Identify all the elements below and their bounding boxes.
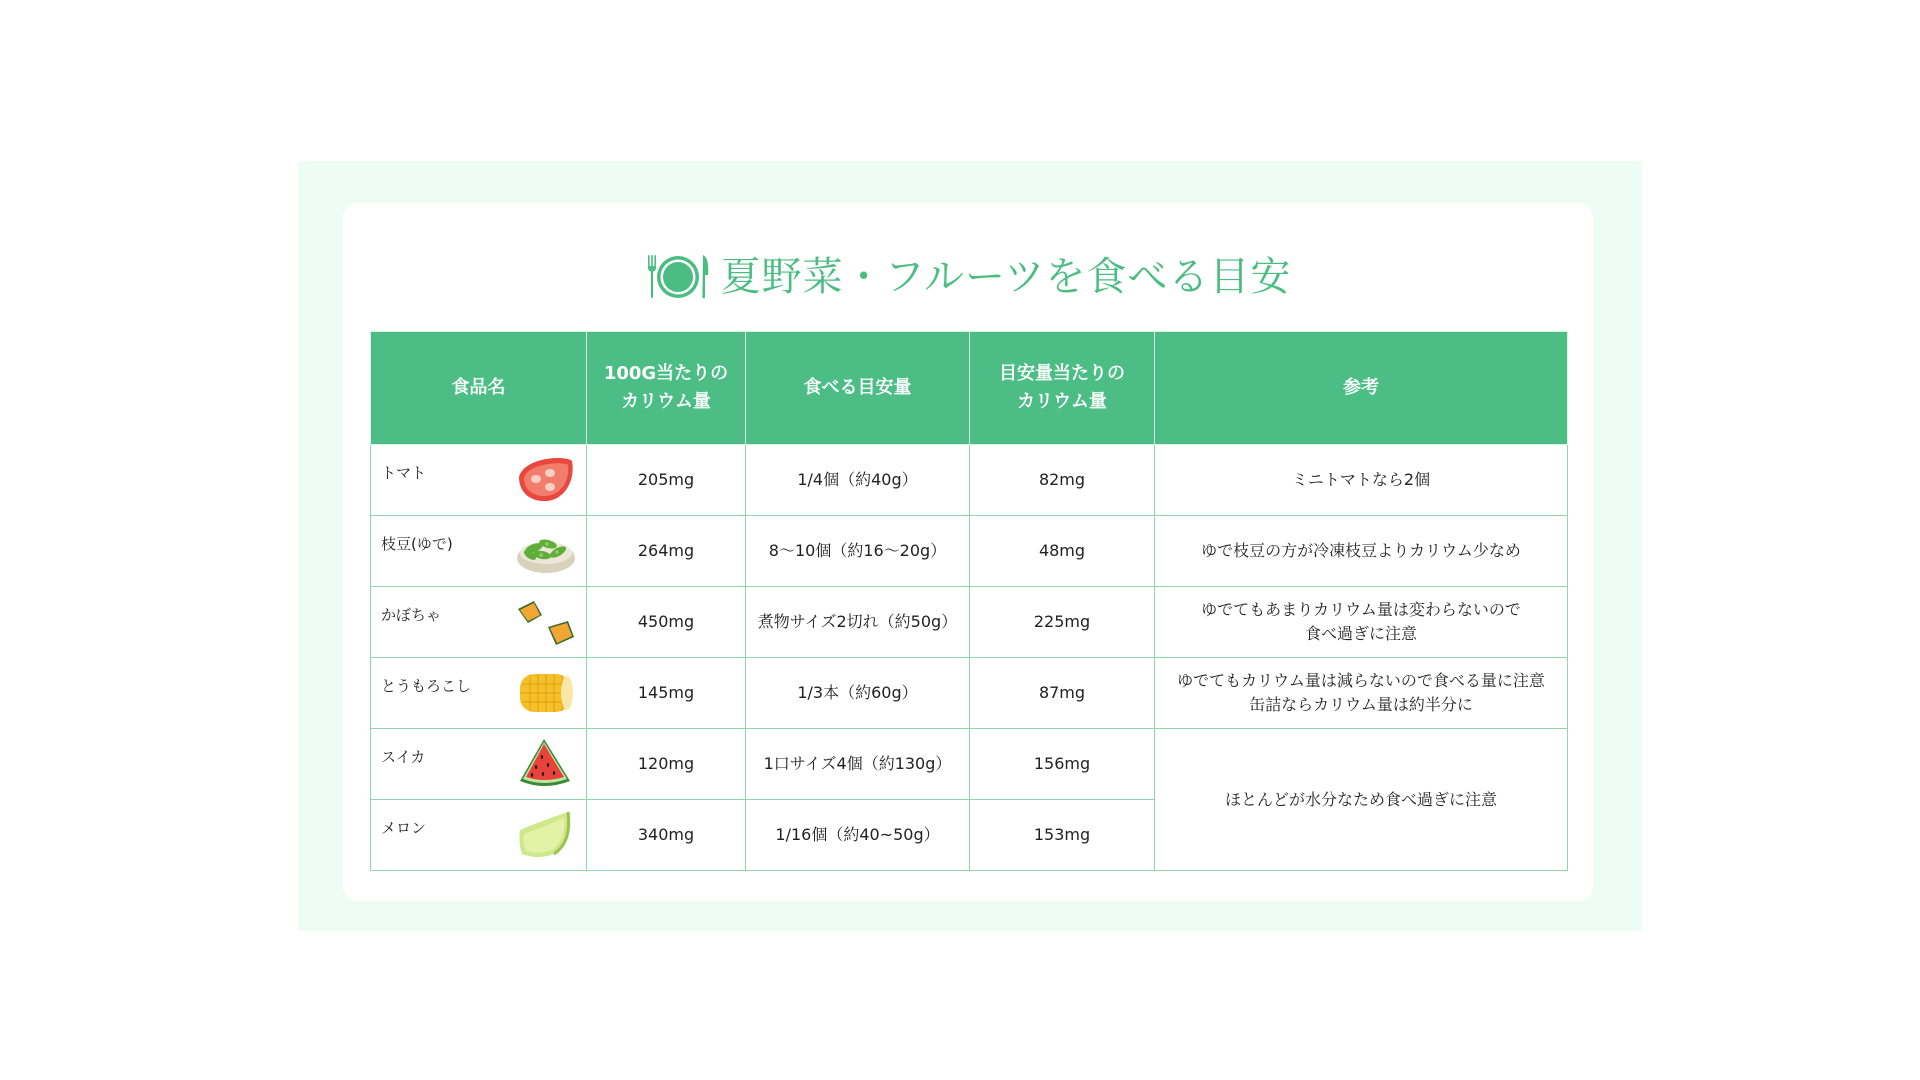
per-100g-cell: 145mg [587, 658, 746, 729]
plate-with-fork-and-knife-icon [645, 253, 711, 301]
per-amount-cell: 153mg [970, 800, 1155, 871]
table-row [371, 658, 1568, 729]
note-cell: ゆでてもあまりカリウム量は変わらないので 食べ過ぎに注意 [1155, 587, 1568, 658]
table-row [371, 445, 1568, 516]
page-background [298, 161, 1642, 931]
table-row [371, 516, 1568, 587]
melon-slice-icon [514, 806, 576, 862]
food-name: 枝豆(ゆで) [381, 535, 453, 553]
per-100g-cell: 205mg [587, 445, 746, 516]
edamame-bowl-icon [514, 522, 576, 578]
table-header-row [371, 332, 1568, 445]
food-name: トマト [381, 464, 427, 482]
food-name: かぼちゃ [381, 606, 442, 624]
note-cell: ゆで枝豆の方が冷凍枝豆よりカリウム少なめ [1155, 516, 1568, 587]
food-cell [371, 658, 587, 729]
header-potassium-per-serving: 目安量当たりの カリウム量 [970, 332, 1155, 445]
per-100g-cell: 264mg [587, 516, 746, 587]
food-cell [371, 445, 587, 516]
food-cell [371, 587, 587, 658]
header-notes: 参考 [1155, 332, 1568, 445]
note-cell: ミニトマトなら2個 [1155, 445, 1568, 516]
per-100g-cell: 340mg [587, 800, 746, 871]
watermelon-slice-icon [514, 735, 576, 791]
table-row [371, 587, 1568, 658]
food-cell [371, 729, 587, 800]
per-100g-cell: 450mg [587, 587, 746, 658]
table-row [371, 729, 1568, 800]
note-cell: ゆでてもカリウム量は減らないので食べる量に注意 缶詰ならカリウム量は約半分に [1155, 658, 1568, 729]
header-potassium-per-100g: 100G当たりの カリウム量 [587, 332, 746, 445]
per-amount-cell: 225mg [970, 587, 1155, 658]
title-row [343, 253, 1593, 301]
food-name: スイカ [381, 748, 426, 766]
per-amount-cell: 156mg [970, 729, 1155, 800]
per-100g-cell: 120mg [587, 729, 746, 800]
per-amount-cell: 87mg [970, 658, 1155, 729]
amount-cell: 8～10個（約16～20g） [746, 516, 970, 587]
food-name: とうもろこし [381, 677, 472, 695]
amount-cell: 1/4個（約40g） [746, 445, 970, 516]
food-cell [371, 800, 587, 871]
amount-cell: 煮物サイズ2切れ（約50g） [746, 587, 970, 658]
per-amount-cell: 48mg [970, 516, 1155, 587]
pumpkin-pieces-icon [514, 593, 576, 649]
merged-note-cell: ほとんどが水分なため食べ過ぎに注意 [1155, 729, 1568, 871]
food-cell [371, 516, 587, 587]
food-name: メロン [381, 819, 427, 837]
tomato-slice-icon [514, 451, 576, 507]
header-serving-amount: 食べる目安量 [746, 332, 970, 445]
corn-icon [514, 664, 576, 720]
amount-cell: 1/3本（約60g） [746, 658, 970, 729]
content-card [343, 203, 1593, 901]
per-amount-cell: 82mg [970, 445, 1155, 516]
amount-cell: 1口サイズ4個（約130g） [746, 729, 970, 800]
header-food-name: 食品名 [371, 332, 587, 445]
amount-cell: 1/16個（約40~50g） [746, 800, 970, 871]
page-title: 夏野菜・フルーツを食べる目安 [720, 254, 1292, 300]
potassium-table [370, 331, 1568, 871]
